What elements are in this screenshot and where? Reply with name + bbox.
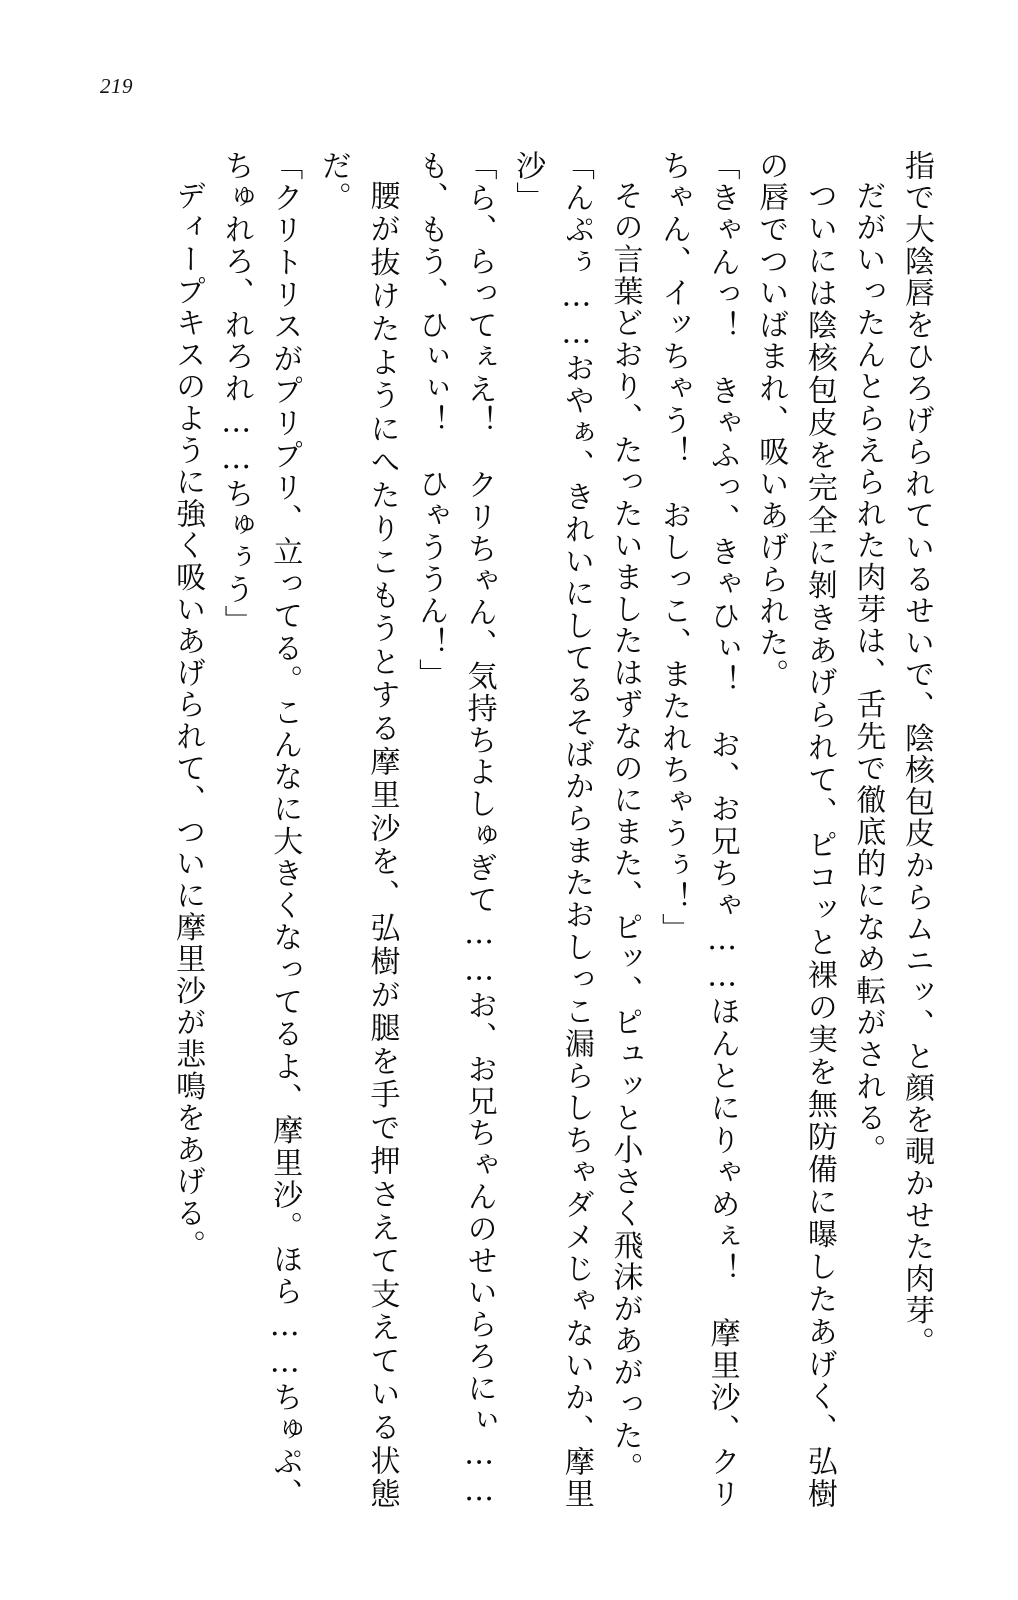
- paragraph: 「きゃんっ！ きゃふっ、きゃひぃ！ お、お兄ちゃ……ほんとにりゃめぇ！ 摩里沙、クリちゃん、イッちゃう！ おしっこ、またれちゃうぅ！」: [656, 150, 740, 1510]
- paragraph: 「クリトリスがプリプリ、立ってる。こんなに大きくなってるよ、摩里沙。ほら……ちゅぷ、ちゅれろ、れろれ……ちゅぅう」: [218, 150, 303, 1510]
- paragraph: ついには陰核包皮を完全に剝きあげられて、ピコッと裸の実を無防備に曝したあげく、弘樹の唇でついばまれ、吸いあげられた。: [753, 150, 837, 1510]
- paragraph: 腰が抜けたようにへたりこもうとする摩里沙を、弘樹が腿を手で押さえて支えている状態だ。: [315, 150, 400, 1510]
- page-number: 219: [100, 74, 133, 98]
- paragraph: だがいったんとらえられた肉芽は、舌先で徹底的になめ転がされる。: [850, 180, 886, 1166]
- paragraph: その言葉どおり、たったいましたはずなのにまた、ピッ、ピュッと小さく飛沫があがった。: [607, 180, 643, 1484]
- page-text-body: [110, 150, 940, 1510]
- paragraph: ディープキスのように強く吸いあげられて、ついに摩里沙が悲鳴をあげる。: [170, 180, 206, 1262]
- paragraph: 指で大陰唇をひろげられているせいで、陰核包皮からムニッ、と顔を覗かせた肉芽。: [899, 150, 934, 1359]
- paragraph: 「ら、らってぇえ！ クリちゃん、気持ちよしゅぎて……お、お兄ちゃんのせいらろにぃ……も、もう、ひぃぃ！ ひゃううん！」: [413, 150, 497, 1510]
- paragraph: 「んぷぅ……おやぁ、きれいにしてるそばからまたおしっこ漏らしちゃダメじゃないか、摩里沙」: [510, 150, 594, 1510]
